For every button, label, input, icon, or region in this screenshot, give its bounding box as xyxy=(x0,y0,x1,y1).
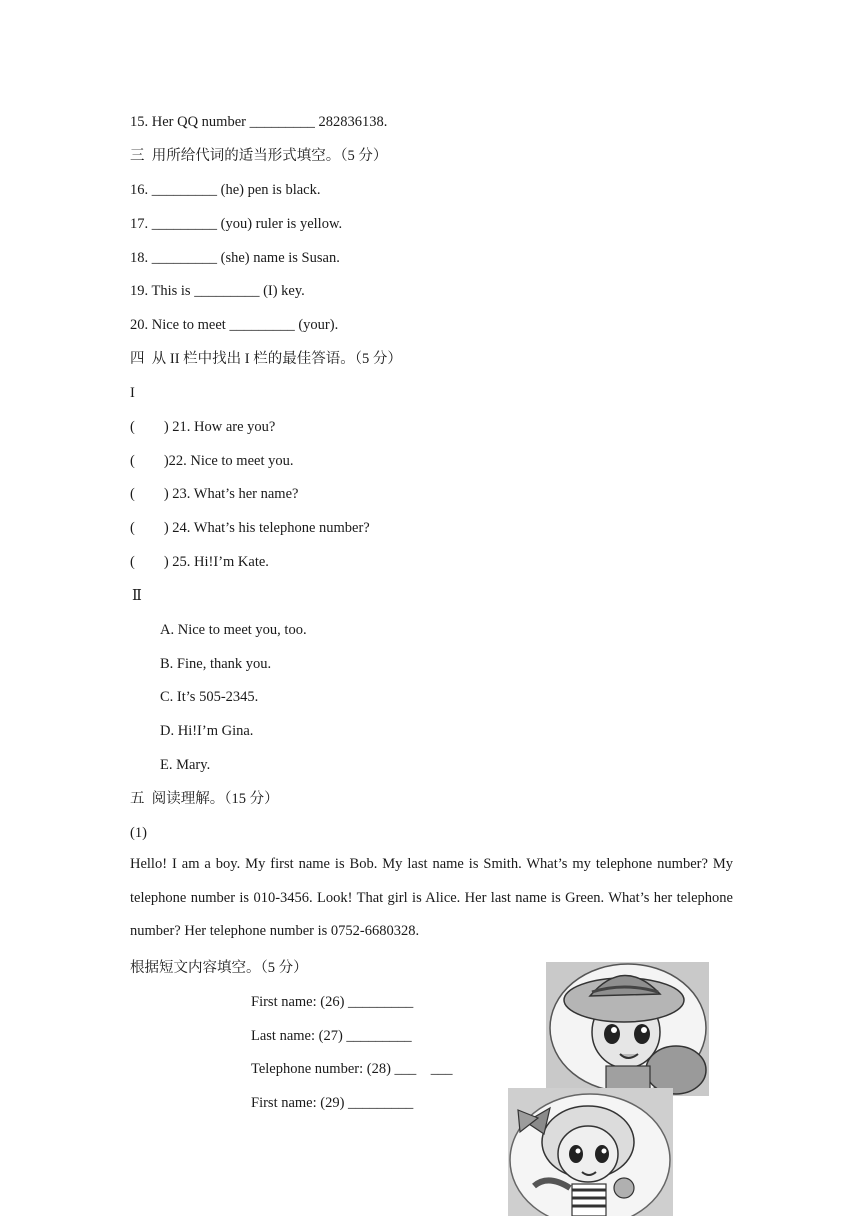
question-25: ( ) 25. Hi!I’m Kate. xyxy=(130,554,269,570)
form-first-name-26: First name: (26) _________ xyxy=(251,994,414,1010)
answer-c: C. It’s 505-2345. xyxy=(160,689,259,705)
reading-task-heading: 根据短文内容填空。（5 分） xyxy=(130,960,308,976)
section-5-heading: 五 阅读理解。（15 分） xyxy=(130,791,279,807)
question-20: 20. Nice to meet _________ (your). xyxy=(130,317,339,333)
answer-a: A. Nice to meet you, too. xyxy=(160,622,307,638)
column-1-label: I xyxy=(130,385,135,401)
question-15: 15. Her QQ number _________ 282836138. xyxy=(130,114,388,130)
answer-d: D. Hi!I’m Gina. xyxy=(160,723,254,739)
column-2-label: Ⅱ xyxy=(132,588,142,604)
section-4-heading: 四 从 II 栏中找出 I 栏的最佳答语。（5 分） xyxy=(130,351,402,367)
form-last-name-27: Last name: (27) _________ xyxy=(251,1028,412,1044)
question-16: 16. _________ (he) pen is black. xyxy=(130,182,321,198)
question-23: ( ) 23. What’s her name? xyxy=(130,486,299,502)
question-19: 19. This is _________ (I) key. xyxy=(130,283,305,299)
boy-cartoon-image xyxy=(546,962,709,1096)
question-21: ( ) 21. How are you? xyxy=(130,419,276,435)
form-telephone-28: Telephone number: (28) ___ ___ xyxy=(251,1061,453,1077)
question-24: ( ) 24. What’s his telephone number? xyxy=(130,520,370,536)
girl-cartoon-image xyxy=(508,1088,673,1216)
question-18: 18. _________ (she) name is Susan. xyxy=(130,250,340,266)
question-22: ( )22. Nice to meet you. xyxy=(130,453,294,469)
reading-part-label: (1) xyxy=(130,825,147,841)
section-3-heading: 三 用所给代词的适当形式填空。（5 分） xyxy=(130,148,388,164)
reading-passage: Hello! I am a boy. My first name is Bob. My last name is Smith. What’s my telephone number? My telephone number is 010-3456. Look! That girl is Alice. Her last name is Green. What’s her telephone number? Her telephone number is 0752-6680328. xyxy=(130,856,733,940)
answer-e: E. Mary. xyxy=(160,757,211,773)
question-17: 17. _________ (you) ruler is yellow. xyxy=(130,216,343,232)
answer-b: B. Fine, thank you. xyxy=(160,656,272,672)
form-first-name-29: First name: (29) _________ xyxy=(251,1095,414,1111)
